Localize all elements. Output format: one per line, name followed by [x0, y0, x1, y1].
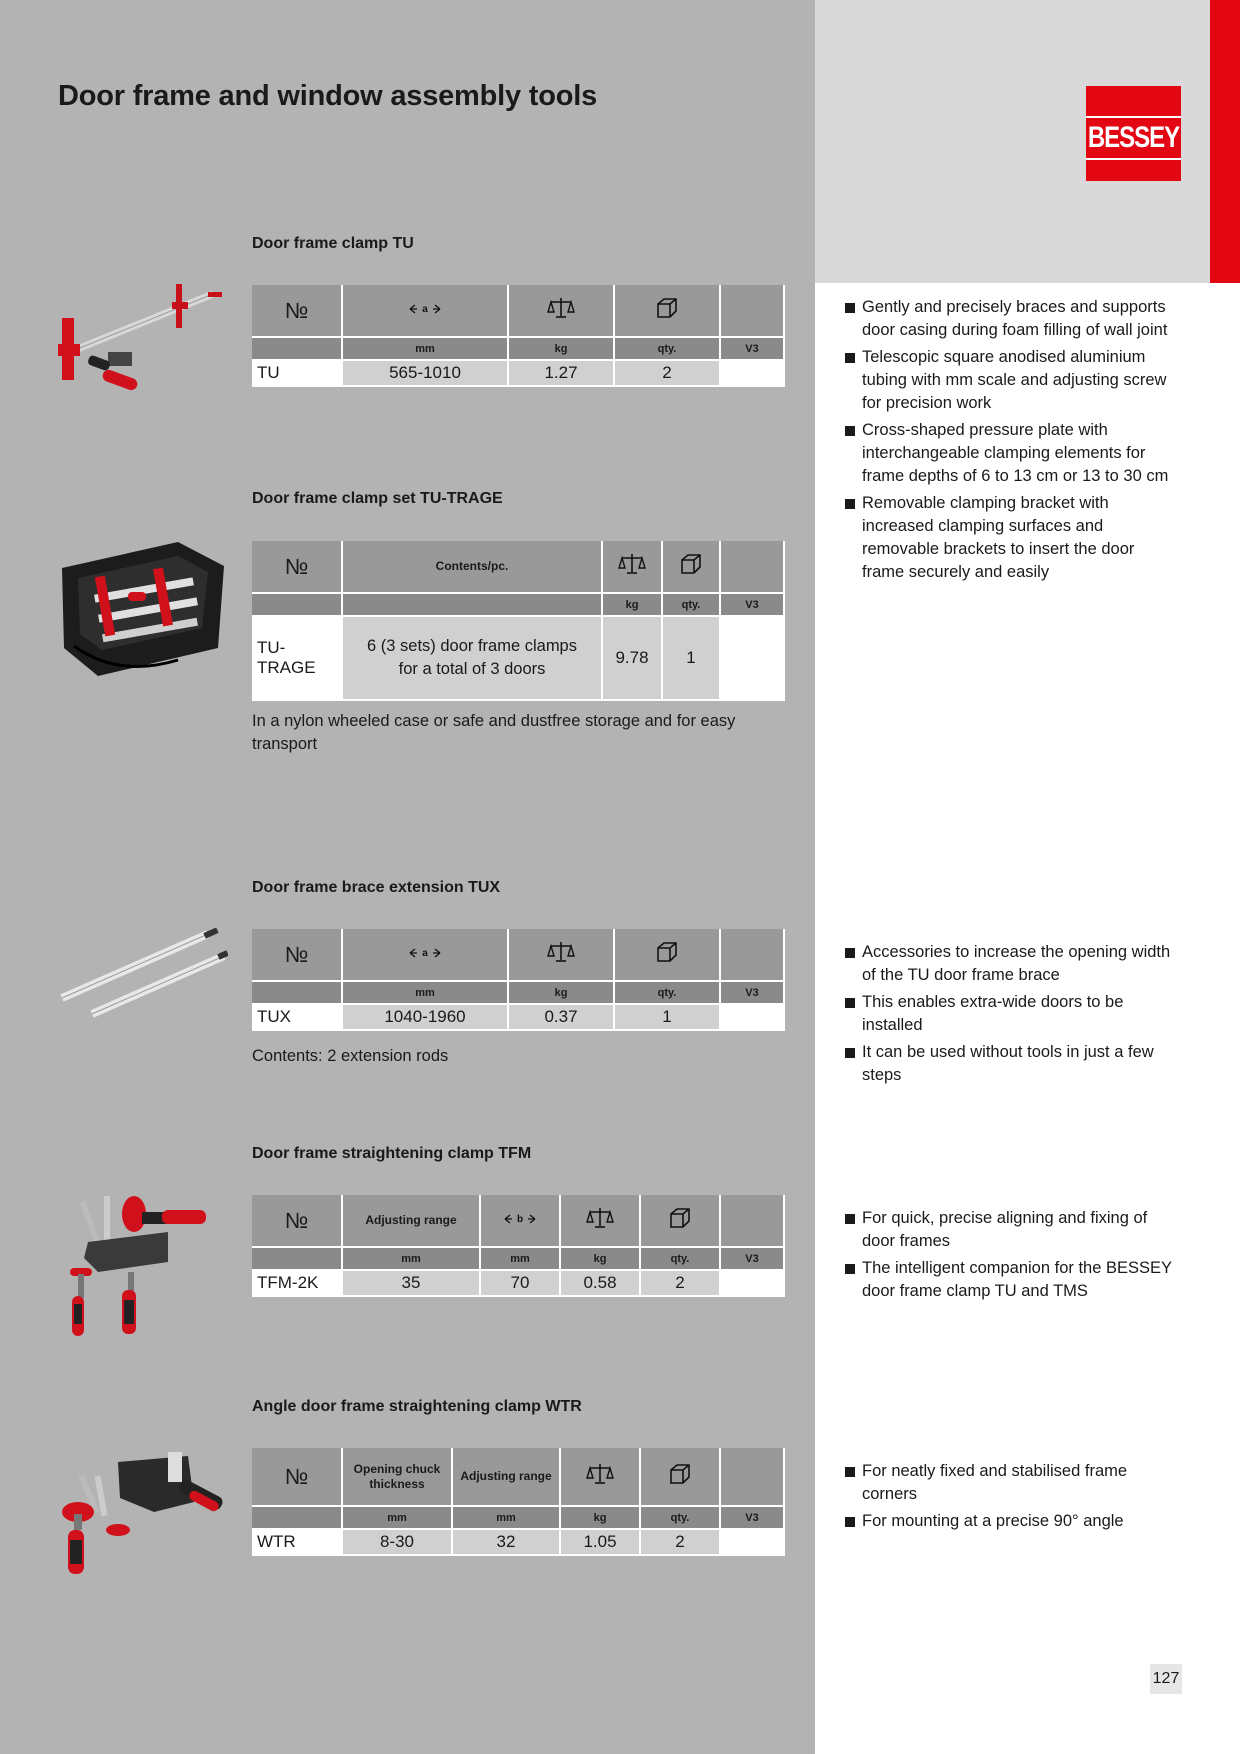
unit-cell: kg: [508, 337, 614, 360]
unit-cell: V3: [720, 337, 784, 360]
extension-rods-tux-image: [58, 928, 228, 1020]
unit-cell: qty.: [662, 593, 720, 616]
dimension-a-header: [342, 285, 508, 337]
list-item: [845, 1207, 1175, 1253]
feature-text: Accessories to increase the opening width of the TU door frame brace: [862, 943, 1171, 984]
list-item: [845, 1041, 1175, 1087]
v3-header: [720, 1195, 784, 1247]
feature-list-wtr: [845, 1460, 1175, 1537]
bullet-square: [845, 303, 855, 313]
table-cell: 9.78: [602, 616, 662, 700]
table-cell: 565-1010: [342, 360, 508, 386]
quantity-header: [640, 1448, 720, 1506]
list-item: [845, 991, 1175, 1037]
unit-cell: qty.: [614, 981, 720, 1004]
feature-text: For neatly fixed and stabilised frame corners: [862, 1462, 1128, 1503]
bullet-square: [845, 426, 855, 436]
unit-cell: V3: [720, 1506, 784, 1529]
weight-header: [560, 1195, 640, 1247]
feature-text: Removable clamping bracket with increased clamping surfaces and removable brackets to insert the door frame securely and easily: [862, 494, 1135, 581]
unit-cell: mm: [342, 1247, 480, 1270]
feature-list-tu: [845, 296, 1175, 588]
straightening-clamp-tfm-image: [58, 1192, 228, 1342]
logo-stripe: [1086, 116, 1181, 118]
unit-cell: [342, 593, 602, 616]
note-tux: Contents: 2 extension rods: [252, 1047, 449, 1065]
v3-header: [720, 929, 784, 981]
feature-text: It can be used without tools in just a few steps: [862, 1043, 1154, 1084]
dimension-b-header: [480, 1195, 560, 1247]
section-title-tux: Door frame brace extension TUX: [252, 879, 501, 896]
unit-cell: mm: [480, 1247, 560, 1270]
opening-chuck-header: Opening chuck thickness: [342, 1448, 452, 1506]
svg-text:a: a: [422, 303, 428, 315]
spec-table-tux: [252, 929, 785, 1031]
bullet-square: [845, 1467, 855, 1477]
unit-cell: qty.: [640, 1506, 720, 1529]
bullet-square: [845, 1264, 855, 1274]
unit-cell: [252, 337, 342, 360]
bullet-square: [845, 998, 855, 1008]
unit-cell: kg: [560, 1506, 640, 1529]
logo-stripe: [1086, 158, 1181, 160]
unit-cell: V3: [720, 1247, 784, 1270]
spec-table-tu: [252, 285, 785, 387]
article-number: TUX: [252, 1004, 342, 1030]
unit-cell: kg: [508, 981, 614, 1004]
bullet-square: [845, 353, 855, 363]
table-cell: 2: [614, 360, 720, 386]
article-number: TU: [252, 360, 342, 386]
unit-cell: [252, 593, 342, 616]
table-cell: 1: [614, 1004, 720, 1030]
scale-icon: [547, 940, 575, 964]
box-icon: [680, 553, 702, 575]
spec-table-tu-trage: [252, 541, 785, 701]
box-icon: [656, 941, 678, 963]
logo-text: BESSEY: [1087, 120, 1180, 155]
list-item: [845, 1510, 1175, 1533]
table-cell: [720, 616, 784, 700]
unit-cell: V3: [720, 593, 784, 616]
angle-clamp-wtr-image: [58, 1452, 228, 1578]
table-cell: [720, 360, 784, 386]
table-cell: [720, 1270, 784, 1296]
number-column-header: №: [252, 929, 342, 981]
page-title: Door frame and window assembly tools: [58, 80, 598, 112]
number-column-header: №: [252, 1195, 342, 1247]
feature-text: Gently and precisely braces and supports door casing during foam filling of wall joint: [862, 298, 1168, 339]
v3-header: [720, 285, 784, 337]
feature-text: For quick, precise aligning and fixing of door frames: [862, 1209, 1148, 1250]
v3-header: [720, 1448, 784, 1506]
box-icon: [656, 297, 678, 319]
red-edge-tab: [1210, 0, 1240, 283]
list-item: [845, 346, 1175, 415]
quantity-header: [662, 541, 720, 593]
feature-text: The intelligent companion for the BESSEY door frame clamp TU and TMS: [862, 1259, 1172, 1300]
feature-text: For mounting at a precise 90° angle: [862, 1512, 1124, 1530]
weight-header: [602, 541, 662, 593]
table-cell: 32: [452, 1529, 560, 1555]
dimension-a-icon: [409, 947, 441, 959]
table-cell: [720, 1004, 784, 1030]
contents-header: Contents/pc.: [342, 541, 602, 593]
quantity-header: [614, 929, 720, 981]
table-cell: 0.37: [508, 1004, 614, 1030]
table-cell: 1.27: [508, 360, 614, 386]
bessey-logo: [1086, 86, 1181, 181]
quantity-header: [614, 285, 720, 337]
feature-text: This enables extra-wide doors to be installed: [862, 993, 1124, 1034]
unit-cell: qty.: [640, 1247, 720, 1270]
table-cell: 1: [662, 616, 720, 700]
bullet-square: [845, 1214, 855, 1224]
scale-icon: [547, 296, 575, 320]
weight-header: [560, 1448, 640, 1506]
table-cell: 8-30: [342, 1529, 452, 1555]
dimension-a-icon: [409, 303, 441, 315]
scale-icon: [586, 1462, 614, 1486]
table-cell: [720, 1529, 784, 1555]
unit-cell: qty.: [614, 337, 720, 360]
unit-cell: kg: [602, 593, 662, 616]
article-number: TU-TRAGE: [252, 616, 342, 700]
scale-icon: [586, 1206, 614, 1230]
list-item: [845, 296, 1175, 342]
unit-cell: V3: [720, 981, 784, 1004]
quantity-header: [640, 1195, 720, 1247]
box-icon: [669, 1463, 691, 1485]
tu-trage-case-image: [58, 538, 228, 680]
bullet-square: [845, 1517, 855, 1527]
list-item: [845, 419, 1175, 488]
feature-list-tux: [845, 941, 1175, 1091]
bullet-square: [845, 1048, 855, 1058]
feature-text: Telescopic square anodised aluminium tubing with mm scale and adjusting screw for precision work: [862, 348, 1167, 412]
list-item: [845, 1257, 1175, 1303]
table-cell: 0.58: [560, 1270, 640, 1296]
adjusting-range-header: Adjusting range: [452, 1448, 560, 1506]
unit-cell: mm: [342, 981, 508, 1004]
number-column-header: №: [252, 285, 342, 337]
table-cell: 6 (3 sets) door frame clamps for a total of 3 doors: [342, 616, 602, 700]
adjusting-range-header: Adjusting range: [342, 1195, 480, 1247]
article-number: TFM-2K: [252, 1270, 342, 1296]
spec-table-tfm: [252, 1195, 785, 1297]
table-cell: 2: [640, 1529, 720, 1555]
number-column-header: №: [252, 1448, 342, 1506]
door-frame-clamp-tu-image: [58, 282, 228, 414]
bullet-square: [845, 499, 855, 509]
dimension-b-icon: [504, 1213, 536, 1225]
table-cell: 1.05: [560, 1529, 640, 1555]
list-item: [845, 492, 1175, 584]
article-number: WTR: [252, 1529, 342, 1555]
list-item: [845, 941, 1175, 987]
note-tu-trage: In a nylon wheeled case or safe and dustfree storage and for easy transport: [252, 712, 736, 753]
feature-text: Cross-shaped pressure plate with interchangeable clamping elements for frame depths of 6 to 13 cm or 13 to 30 cm: [862, 421, 1169, 485]
feature-list-tfm: [845, 1207, 1175, 1307]
svg-text:b: b: [516, 1213, 524, 1225]
section-title-wtr: Angle door frame straightening clamp WTR: [252, 1398, 582, 1415]
svg-text:a: a: [422, 947, 428, 959]
spec-table-wtr: [252, 1448, 785, 1556]
unit-cell: kg: [560, 1247, 640, 1270]
bullet-square: [845, 948, 855, 958]
list-item: [845, 1460, 1175, 1506]
page-number: 127: [1150, 1664, 1182, 1694]
unit-cell: [252, 1247, 342, 1270]
table-cell: 2: [640, 1270, 720, 1296]
section-title-tu-trage: Door frame clamp set TU-TRAGE: [252, 490, 503, 507]
box-icon: [669, 1207, 691, 1229]
weight-header: [508, 285, 614, 337]
weight-header: [508, 929, 614, 981]
unit-cell: [252, 981, 342, 1004]
table-cell: 35: [342, 1270, 480, 1296]
unit-cell: [252, 1506, 342, 1529]
dimension-a-header: [342, 929, 508, 981]
table-cell: 1040-1960: [342, 1004, 508, 1030]
unit-cell: mm: [342, 337, 508, 360]
section-title-tu: Door frame clamp TU: [252, 235, 414, 252]
table-cell: 70: [480, 1270, 560, 1296]
unit-cell: mm: [342, 1506, 452, 1529]
number-column-header: №: [252, 541, 342, 593]
unit-cell: mm: [452, 1506, 560, 1529]
scale-icon: [618, 552, 646, 576]
v3-header: [720, 541, 784, 593]
section-title-tfm: Door frame straightening clamp TFM: [252, 1145, 532, 1162]
